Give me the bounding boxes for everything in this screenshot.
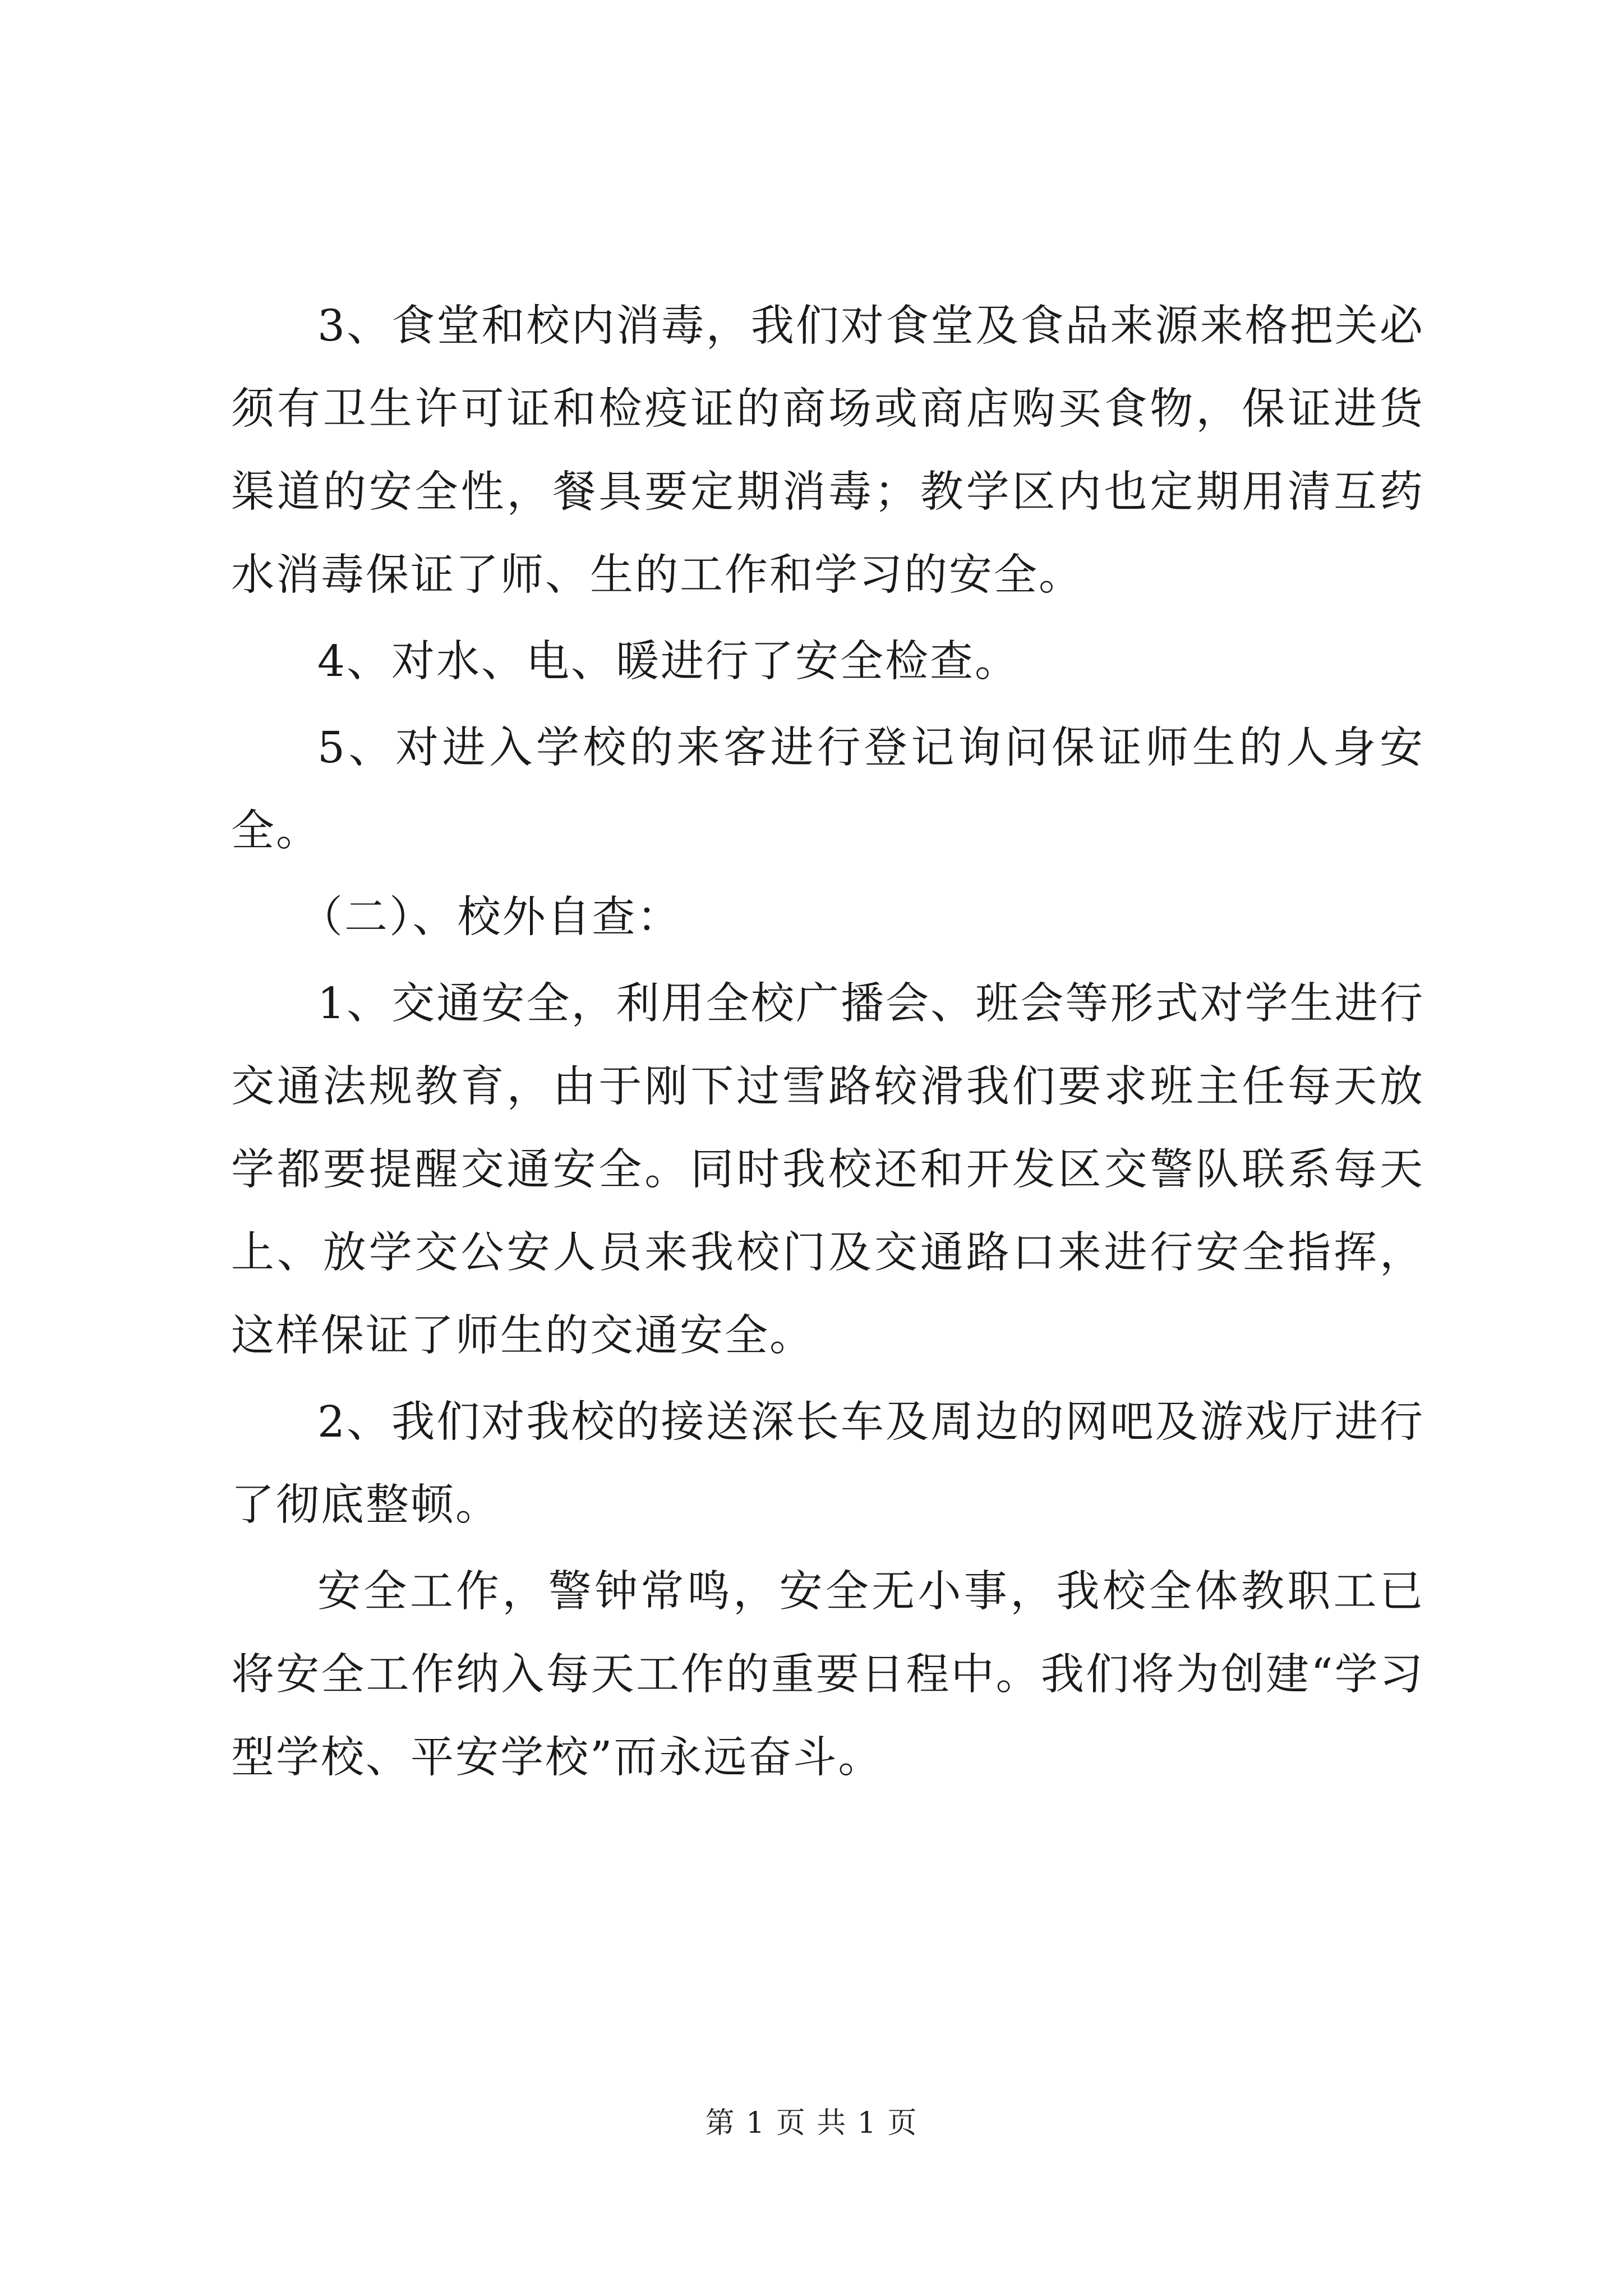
paragraph-visitor-registration: 5、对进入学校的来客进行登记询问保证师生的人身安全。 [231, 723, 1424, 856]
paragraph-utilities-check: 4、对水、电、暖进行了安全检查。 [317, 637, 1020, 687]
document-body [231, 285, 1424, 1803]
paragraph-traffic-safety: 1、交通安全，利用全校广播会、班会等形式对学生进行交通法规教育，由于刚下过雪路较滑我们要求班主任每天放学都要提醒交通安全。同时我校还和开发区交警队联系每天上、放学交公安人员来我校门及交通路口来进行安全指挥，这样保证了师生的交通安全。 [231, 979, 1424, 1361]
section-heading-off-campus: （二）、校外自查： [299, 892, 682, 942]
page-footer: 第 1 页 共 1 页 [705, 2106, 918, 2140]
paragraph-rectification: 2、我们对我校的接送深长车及周边的网吧及游戏厅进行了彻底整顿。 [231, 1397, 1424, 1530]
paragraph-conclusion: 安全工作，警钟常鸣，安全无小事，我校全体教职工已将安全工作纳入每天工作的重要日程中。我们将为创建“学习型学校、平安学校”而永远奋斗。 [231, 1567, 1424, 1783]
paragraph-canteen-disinfection: 3、食堂和校内消毒，我们对食堂及食品来源来格把关必须有卫生许可证和检疫证的商场或商店购买食物，保证进货渠道的安全性，餐具要定期消毒；教学区内也定期用清互药水消毒保证了师、生的工作和学习的安全。 [231, 301, 1424, 600]
